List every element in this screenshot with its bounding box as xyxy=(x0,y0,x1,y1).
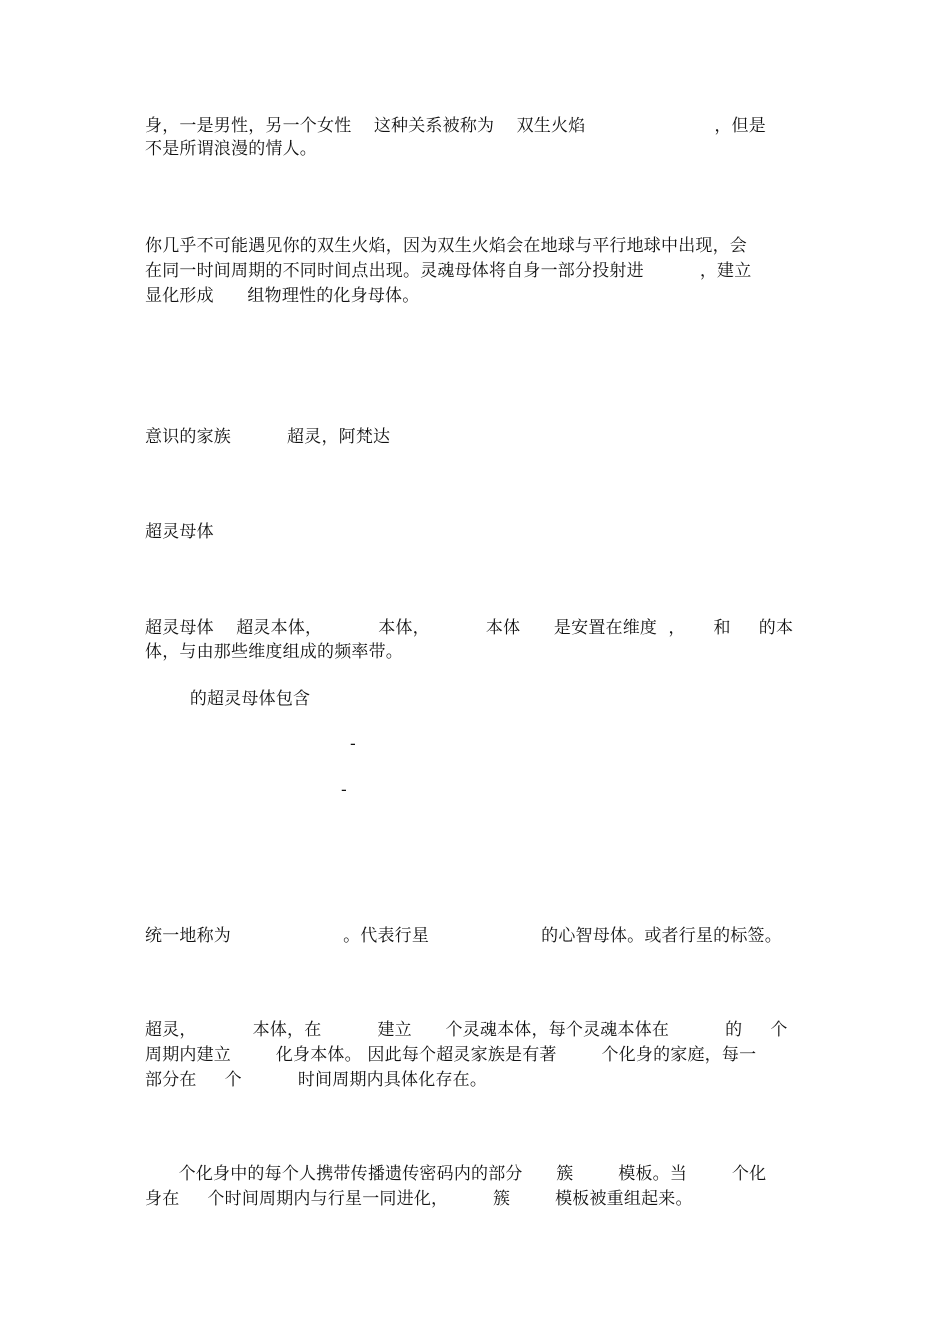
paragraph-3-line-2: 体，与由那些维度组成的频率带。 xyxy=(145,642,403,662)
matrix-contains-line: 的超灵母体包含 xyxy=(145,689,311,709)
paragraph-6-line-1: 个化身中的每个人携带传播遗传密码内的部分 簇 模板。当 个化 xyxy=(145,1164,767,1184)
paragraph-6-line-2: 身在 个时间周期内与行星一同进化， 簇 模板被重组起来。 xyxy=(145,1189,693,1209)
list-dash-1: - xyxy=(350,734,356,754)
paragraph-4-line-1: 统一地称为 。代表行星 的心智母体。或者行星的标签。 xyxy=(145,926,782,946)
heading-family-of-consciousness: 意识的家族 超灵，阿梵达 xyxy=(145,427,391,447)
paragraph-2-line-3: 显化形成 组物理性的化身母体。 xyxy=(145,286,420,306)
paragraph-5-line-3: 部分在 个 时间周期内具体化存在。 xyxy=(145,1070,488,1090)
list-dash-2: - xyxy=(341,780,347,800)
paragraph-1-line-2: 不是所谓浪漫的情人。 xyxy=(145,139,317,159)
heading-oversoul-matrix: 超灵母体 xyxy=(145,522,214,542)
paragraph-2-line-1: 你几乎不可能遇见你的双生火焰，因为双生火焰会在地球与平行地球中出现，会 xyxy=(145,236,747,256)
paragraph-5-line-2: 周期内建立 化身本体。 因此每个超灵家族是有著 个化身的家庭，每一 xyxy=(145,1045,757,1065)
paragraph-1-line-1: 身，一是男性，另一个女性 这种关系被称为 双生火焰 ，但是 xyxy=(145,116,766,136)
paragraph-3-line-1: 超灵母体 超灵本体， 本体， 本体 是安置在维度 ， 和 的本 xyxy=(145,618,794,638)
paragraph-2-line-2: 在同一时间周期的不同时间点出现。灵魂母体将自身一部分投射进 ，建立 xyxy=(145,261,752,281)
paragraph-5-line-1: 超灵， 本体，在 建立 个灵魂本体，每个灵魂本体在 的 个 xyxy=(145,1020,788,1040)
